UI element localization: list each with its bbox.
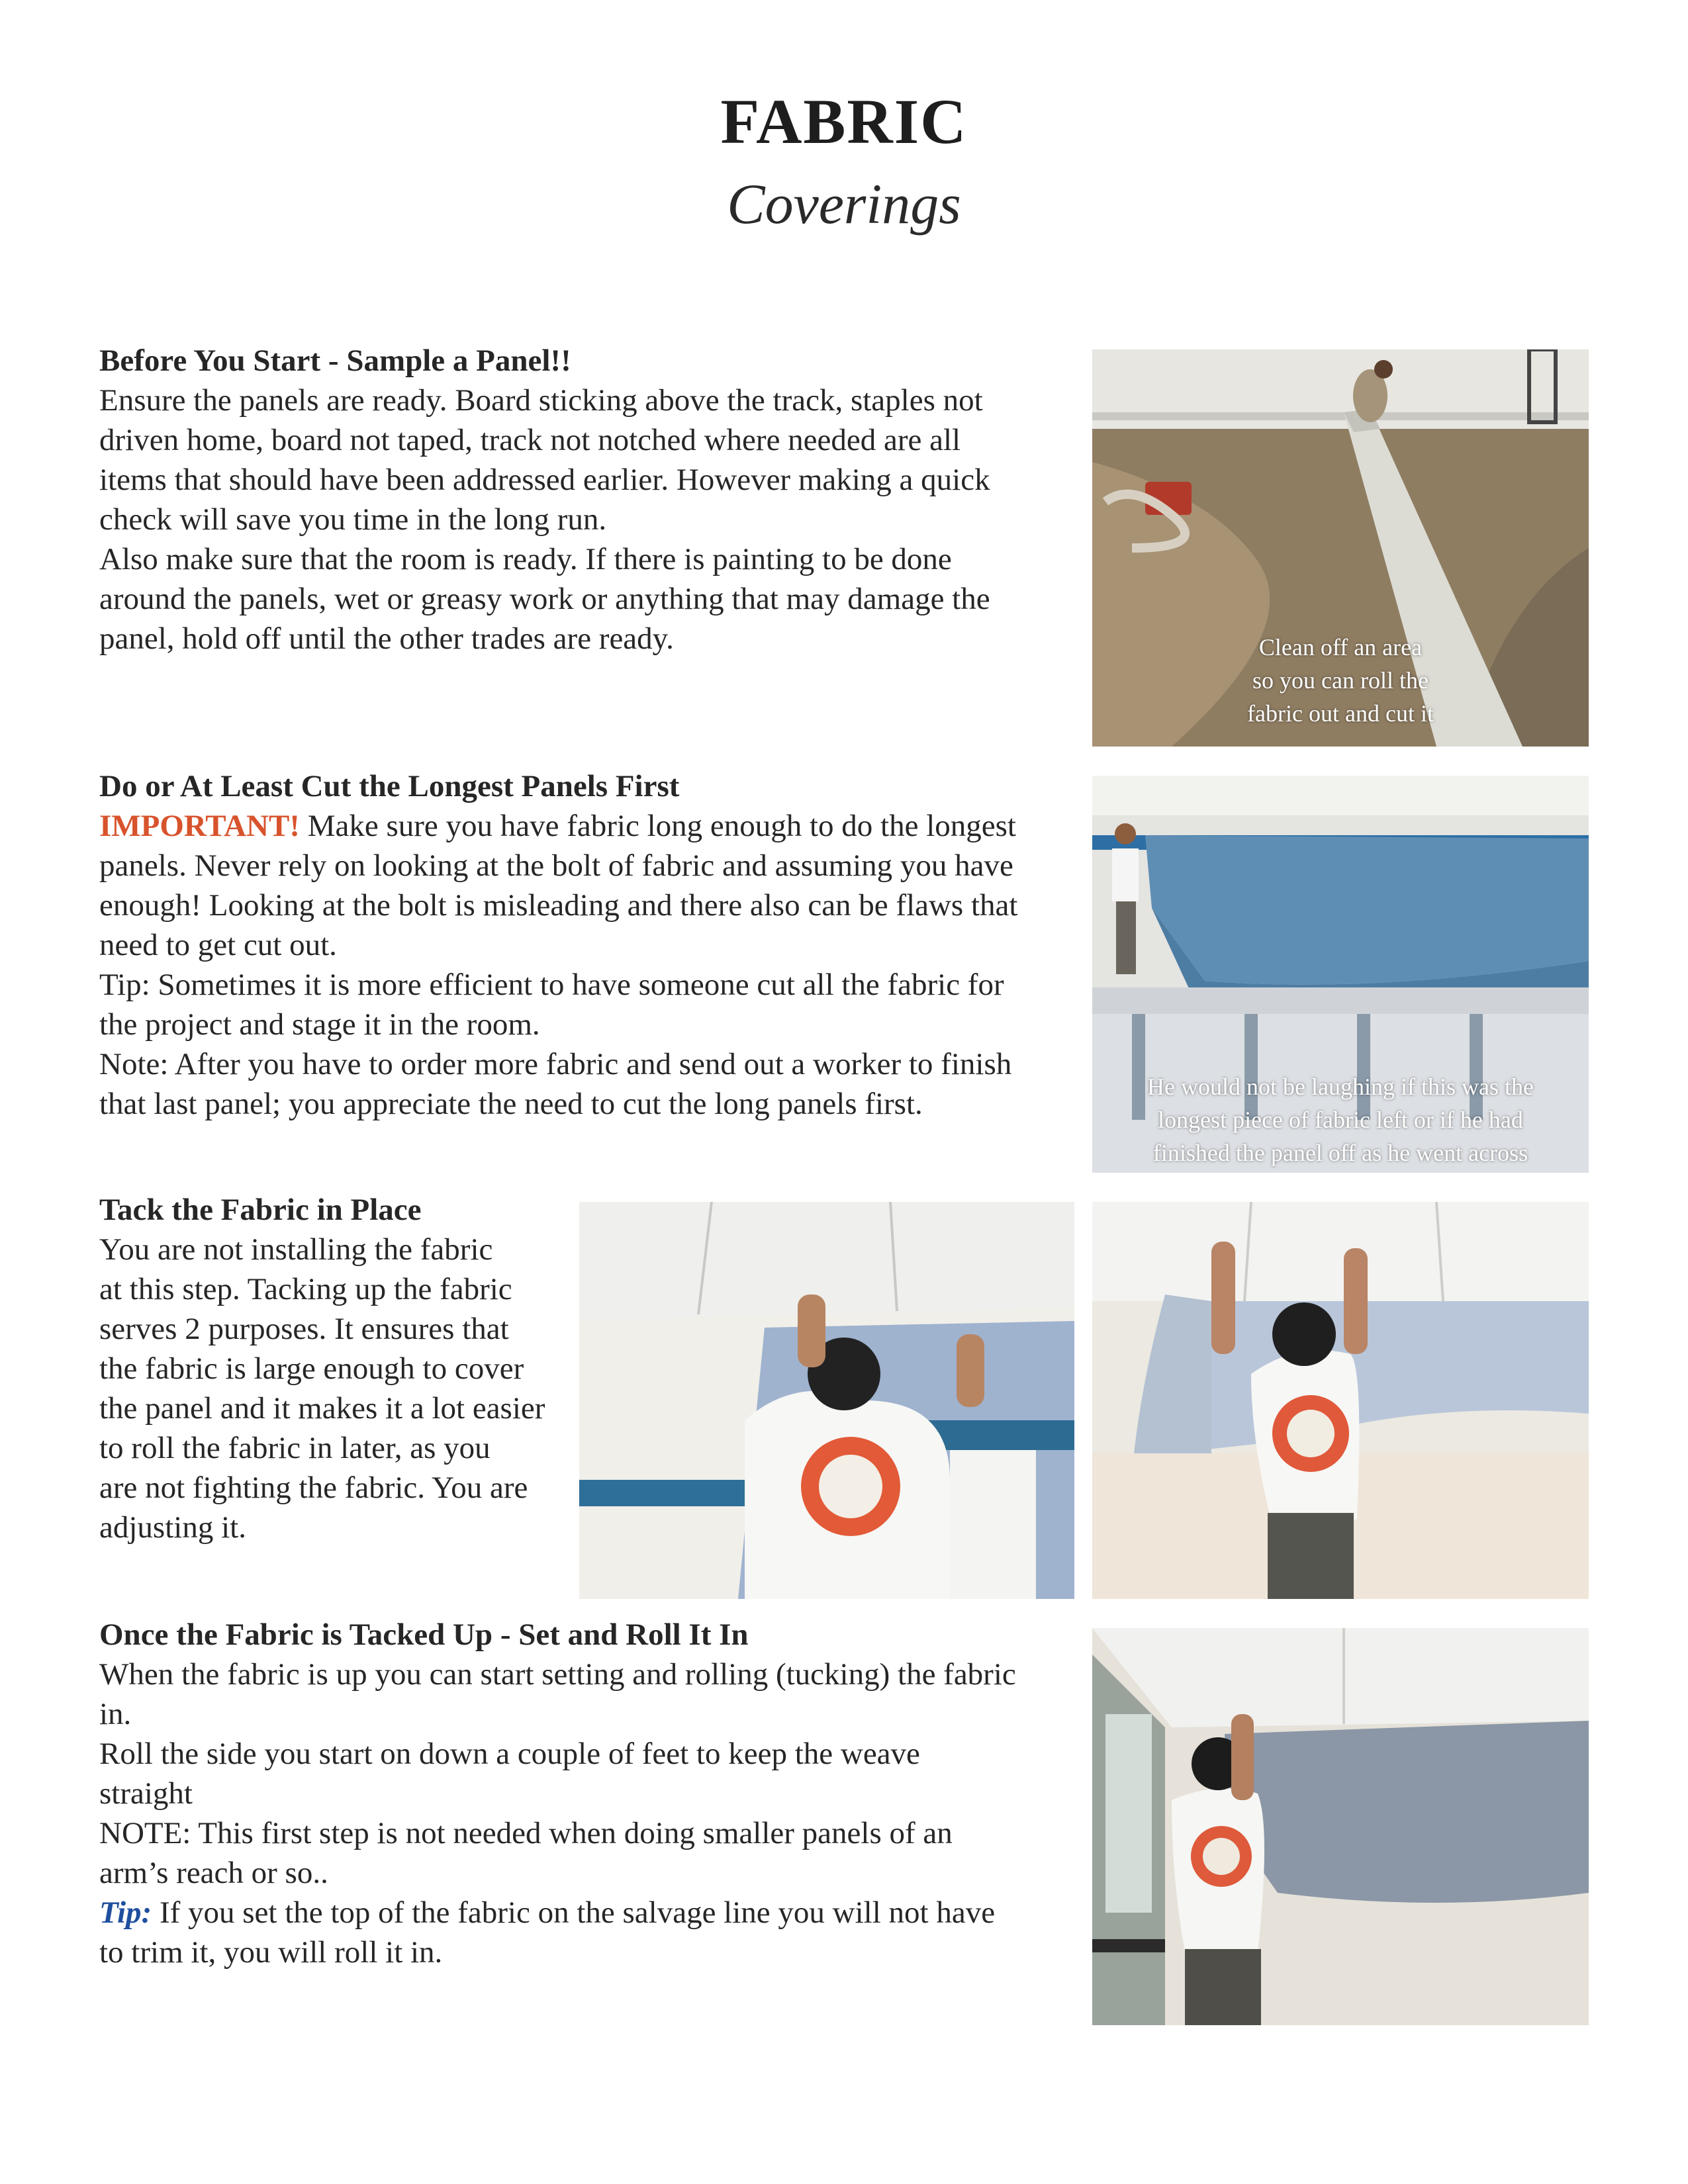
caption-line: fabric out and cut it: [1247, 700, 1434, 727]
body-line: Note: After you have to order more fabric and send out a worker to finish: [99, 1047, 1012, 1081]
body-line: Also make sure that the room is ready. If there is painting to be done: [99, 542, 952, 576]
section-before-you-start: [99, 341, 990, 659]
body-line: driven home, board not taped, track not notched where needed are all: [99, 423, 961, 457]
caption-line: longest piece of fabric left or if he had: [1158, 1107, 1523, 1133]
photo-caption: [1092, 1070, 1589, 1169]
body-line: serves 2 purposes. It ensures that: [99, 1312, 509, 1346]
body-line: When the fabric is up you can start setting and rolling (tucking) the fabric: [99, 1657, 1016, 1692]
body-line: need to get cut out.: [99, 928, 337, 962]
body-line: straight: [99, 1776, 193, 1811]
body-line: panels. Never rely on looking at the bolt of fabric and assuming you have: [99, 848, 1013, 883]
section-heading: Tack the Fabric in Place: [99, 1193, 422, 1227]
body-line: Tip: Sometimes it is more efficient to have someone cut all the fabric for: [99, 968, 1004, 1002]
body-line: are not fighting the fabric. You are: [99, 1471, 528, 1505]
section-longest-panels: [99, 766, 1017, 1124]
body-line: Ensure the panels are ready. Board sticking above the track, staples not: [99, 383, 983, 418]
body-line: [99, 806, 1017, 846]
photo-roll-out-fabric: [1092, 349, 1589, 747]
photo-roll-in-fabric: [1092, 1628, 1589, 2025]
body-line: panel, hold off until the other trades are ready.: [99, 621, 674, 656]
section-heading: Once the Fabric is Tacked Up - Set and Roll It In: [99, 1617, 749, 1652]
body-line: arm’s reach or so..: [99, 1856, 328, 1890]
section-set-and-roll: [99, 1615, 1016, 1972]
body-line: You are not installing the fabric: [99, 1232, 493, 1267]
body-line: around the panels, wet or greasy work or anything that may damage the: [99, 582, 990, 616]
body-line: to roll the fabric in later, as you: [99, 1431, 491, 1465]
body-line: the fabric is large enough to cover: [99, 1351, 524, 1386]
important-label: IMPORTANT!: [99, 809, 300, 843]
caption-line: finished the panel off as he went across: [1152, 1140, 1528, 1166]
body-line: adjusting it.: [99, 1510, 246, 1545]
tip-text: If you set the top of the fabric on the salvage line you will not have: [152, 1895, 996, 1930]
body-line: that last panel; you appreciate the need to cut the long panels first.: [99, 1087, 923, 1121]
body-line: in.: [99, 1697, 132, 1731]
tip-label: Tip:: [99, 1895, 152, 1930]
body-line: to trim it, you will roll it in.: [99, 1935, 443, 1970]
body-line: items that should have been addressed earlier. However making a quick: [99, 463, 990, 497]
body-line: the project and stage it in the room.: [99, 1007, 540, 1042]
body-line: Roll the side you start on down a couple of feet to keep the weave: [99, 1737, 920, 1771]
body-line: NOTE: This first step is not needed when doing smaller panels of an: [99, 1816, 953, 1850]
body-line: check will save you time in the long run.: [99, 502, 607, 537]
section-heading: Do or At Least Cut the Longest Panels First: [99, 769, 680, 803]
body-line: at this step. Tacking up the fabric: [99, 1272, 512, 1306]
photo-caption: [1092, 631, 1589, 730]
photo-tacking-fabric-2: [1092, 1202, 1589, 1599]
photo-longest-fabric: [1092, 776, 1589, 1173]
section-tack-fabric: [99, 1190, 545, 1547]
caption-line: Clean off an area: [1258, 634, 1423, 660]
caption-line: so you can roll the: [1252, 667, 1429, 694]
page-subtitle: Coverings: [727, 172, 961, 236]
caption-line: He would not be laughing if this was the: [1147, 1073, 1534, 1100]
important-text: Make sure you have fabric long enough to do the longest: [299, 809, 1016, 843]
photo-tacking-fabric-1: [579, 1202, 1074, 1599]
body-line: [99, 1893, 1016, 1933]
body-line: enough! Looking at the bolt is misleading and there also can be flaws that: [99, 888, 1018, 923]
body-line: the panel and it makes it a lot easier: [99, 1391, 545, 1426]
section-heading: Before You Start - Sample a Panel!!: [99, 343, 571, 378]
page-title: FABRIC: [720, 86, 968, 157]
